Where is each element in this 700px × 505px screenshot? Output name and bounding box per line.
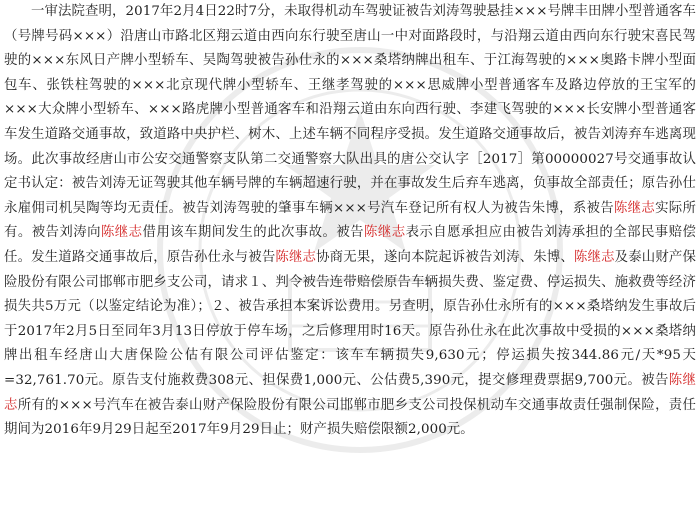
text-segment: 所有的×××号汽车在被告泰山财产保险股份有限公司邯郸市肥乡支公司投保机动车交通事故责任强制保险，责任期间为2016年9月29日起至2017年9月29日止；财产损失赔偿限额2,000元。 <box>4 397 696 438</box>
highlighted-name: 陈继志 <box>4 372 696 413</box>
text-segment: 表示自愿承担应由被告刘涛承担的全部民事赔偿任。发生道路交通事故后，原告孙仕永与被告 <box>4 225 696 265</box>
highlighted-name: 陈继志 <box>364 225 406 241</box>
text-segment: 协商无果，遂向本院起诉被告刘涛、朱博、 <box>316 249 574 265</box>
text-segment: 实际所有。被告刘涛向 <box>4 200 697 241</box>
highlighted-name: 陈继志 <box>573 249 615 265</box>
highlighted-name: 陈继志 <box>275 249 317 265</box>
text-segment: 及泰山财产保险股份有限公司邯郸市肥乡支公司，请求１、判令被告连带赔偿原告车辆损失费、鉴定费、停运损失、施救费等经济损失共5万元（以鉴定结论为准）；２、被告承担本案诉讼费用。另查明，原告孙仕永所有的×××桑塔纳发生事故后于2017年2月5日至同年3月13日停放于停车场，之后修理用时16天。原告孙仕永在此次事故中受损的×××桑塔纳牌出租车经唐山大唐保险公估有限公司评估鉴定：该车车辆损失9,630元；停运损失按344.86元/天*95天=32,761.70元。原告支付施救费308元、担保费1,000元、公估费5,390元，提交修理费票据9,700元。被告 <box>4 249 696 388</box>
document-body <box>4 0 696 443</box>
text-segment: 一审法院查明，2017年2月4日22时7分，未取得机动车驾驶证被告刘涛驾驶悬挂×××号牌丰田牌小型普通客车（号牌号码×××）沿唐山市路北区翔云道由西向东行驶至唐山一中对面路段时，与沿翔云道由西向东行驶宋喜民驾驶的×××东风日产牌小型轿车、吴陶驾驶被告孙仕永的×××桑塔纳牌出租车、于江海驾驶的×××奥路卡牌小型面包车、张铁柱驾驶的×××北京现代牌小型轿车、王继孝驾驶的×××思威牌小型普通客车及路边停放的王宝军的×××大众牌小型轿车、×××路虎牌小型普通客车和沿翔云道由东向西行驶、李建飞驾驶的×××长安牌小型普通客车发生道路交通事故，致道路中央护栏、树木、上述车辆不同程序受损。发生道路交通事故后，被告刘涛弃车逃离现场。此次事故经唐山市公安交通警察支队第二交通警察大队出具的唐公交认字［2017］第00000027号交通事故认定书认定：被告刘涛无证驾驶其他车辆号牌的车辆超速行驶，并在事故发生后弃车逃离，负事故全部责任；原告孙仕永雇佣司机吴陶等均无责任。被告刘涛驾驶的肇事车辆×××号汽车登记所有权人为被告朱博，系被告 <box>4 4 696 216</box>
text-segment: 借用该车期间发生的此次事故。被告 <box>142 225 365 241</box>
highlighted-name: 陈继志 <box>100 225 143 241</box>
document-paragraph <box>4 0 696 443</box>
highlighted-name: 陈继志 <box>613 200 656 216</box>
